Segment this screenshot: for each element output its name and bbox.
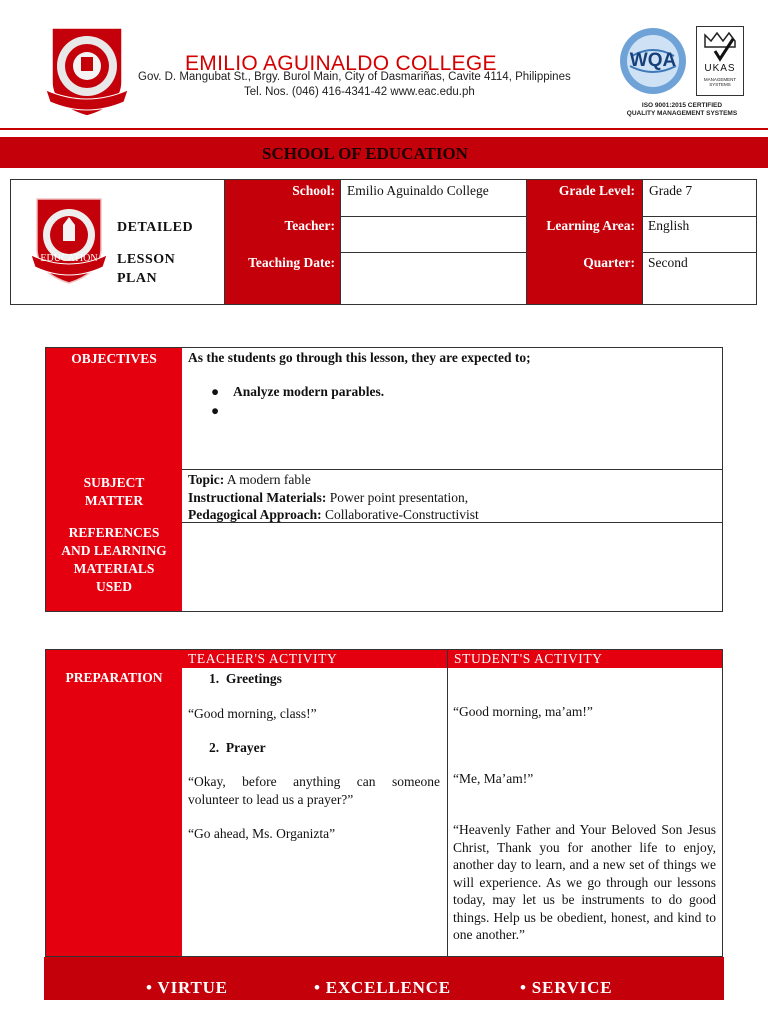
objectives-row-divider [182,469,722,470]
footer-service: • SERVICE [520,978,613,997]
student-activity-header: STUDENT'S ACTIVITY [454,651,603,666]
student-volunteer: “Me, Ma’am!” [453,771,534,786]
step-prayer [209,739,439,757]
approach-label: Pedagogical Approach: [188,507,322,522]
dlp-title-line1: DETAILED [117,220,194,235]
ukas-logo-subtext: MANAGEMENT SYSTEMS [703,77,737,87]
quarter-label: Quarter: [583,255,635,270]
teacher-greeting: “Good morning, class!” [188,706,317,721]
teacher-label: Teacher: [284,218,335,233]
grade-level-label: Grade Level: [558,183,635,198]
teacher-activity-header: TEACHER'S ACTIVITY [188,651,338,666]
ukas-logo [696,26,744,96]
preparation-label-cell [46,668,182,956]
step-title: Greetings [225,671,282,686]
bullet-icon: ● [211,384,220,399]
references-label-line3: MATERIALS [73,561,155,576]
school-title: SCHOOL OF EDUCATION [262,144,468,163]
footer-virtue: • VIRTUE [146,978,228,997]
objective-item [211,403,611,421]
approach-value: Collaborative-Constructivist [325,507,479,522]
info-row-divider [642,252,756,253]
subject-matter-content [188,471,718,524]
lesson-info-table [10,179,757,305]
objectives-label: OBJECTIVES [71,351,157,366]
iso-certification [618,102,746,117]
college-name: EMILIO AGUINALDO COLLEGE [185,52,497,75]
education-seal-text: EDUCATION [40,253,98,264]
college-contact: Tel. Nos. (046) 416-4341-42 www.eac.edu.ph [244,86,475,98]
materials-label: Instructional Materials: [188,489,327,505]
objectives-table [45,347,723,612]
ukas-logo-text: UKAS [704,63,736,74]
education-seal [31,195,107,285]
objectives-label-cell [46,348,182,470]
topic-value: A modern fable [226,472,311,487]
bullet-icon: ● [211,403,220,418]
wqa-logo [618,26,688,96]
dlp-title [117,218,227,288]
topic-label: Topic: [188,472,225,487]
subject-matter-label-line2: MATTER [84,493,144,508]
school-value: Emilio Aguinaldo College [340,180,527,304]
learning-area-label: Learning Area: [546,218,635,233]
footer-excellence: • EXCELLENCE [314,978,451,997]
info-row-divider [642,216,756,217]
grade-level-value: Grade 7 [642,180,756,304]
step-number: 1. [209,671,220,686]
references-label-line4: USED [95,579,132,594]
teaching-date-label: Teaching Date: [248,255,335,270]
references-label-cell [46,523,182,611]
info-row-divider [340,216,527,217]
quarter-value: Second [648,255,688,270]
preparation-label: PREPARATION [65,670,163,685]
step-title: Prayer [225,740,266,755]
objectives-intro: As the students go through this lesson, they are expected to; [188,350,531,365]
step-greetings [209,670,439,688]
wqa-logo-text: WQA [629,50,677,71]
iso-certification-line2: QUALITY MANAGEMENT SYSTEMS [626,109,738,117]
subject-matter-label-line1: SUBJECT [83,475,145,490]
dlp-title-line2: LESSON [117,252,176,267]
dlp-title-line3: PLAN [117,271,158,286]
materials-value: Power point presentation, [329,489,469,505]
step-number: 2. [209,740,220,755]
objective-item [211,384,611,402]
activity-column-divider [447,650,448,956]
info-row-divider [340,252,527,253]
teacher-prayer-request: “Okay, before anything can someone volunteer to lead us a prayer?” [188,774,440,807]
college-address: Gov. D. Mangubat St., Brgy. Burol Main, City of Dasmariñas, Cavite 4114, Philippines [138,71,571,83]
activity-table [45,649,723,957]
iso-certification-line1: ISO 9001:2015 CERTIFIED [641,102,723,109]
teacher-go-ahead: “Go ahead, Ms. Organizta” [188,826,336,841]
references-label-line2: AND LEARNING [61,543,167,558]
learning-area-value: English [648,218,690,233]
header-divider [0,128,768,130]
student-prayer: “Heavenly Father and Your Beloved Son Jesus Christ, Thank you for another life to enjoy, another day to learn, and a new set of things we will experience. As we go through our lessons today, may let us be instruments to do good things. Help us be obedient, honest, and kind to one another.” [453,822,716,942]
student-greeting: “Good morning, ma’am!” [453,704,593,719]
college-seal-logo [44,24,130,118]
school-label: School: [292,183,335,198]
subject-matter-label-cell [46,470,182,523]
objective-item-text: Analyze modern parables. [233,384,385,399]
references-label-line1: REFERENCES [68,525,160,540]
